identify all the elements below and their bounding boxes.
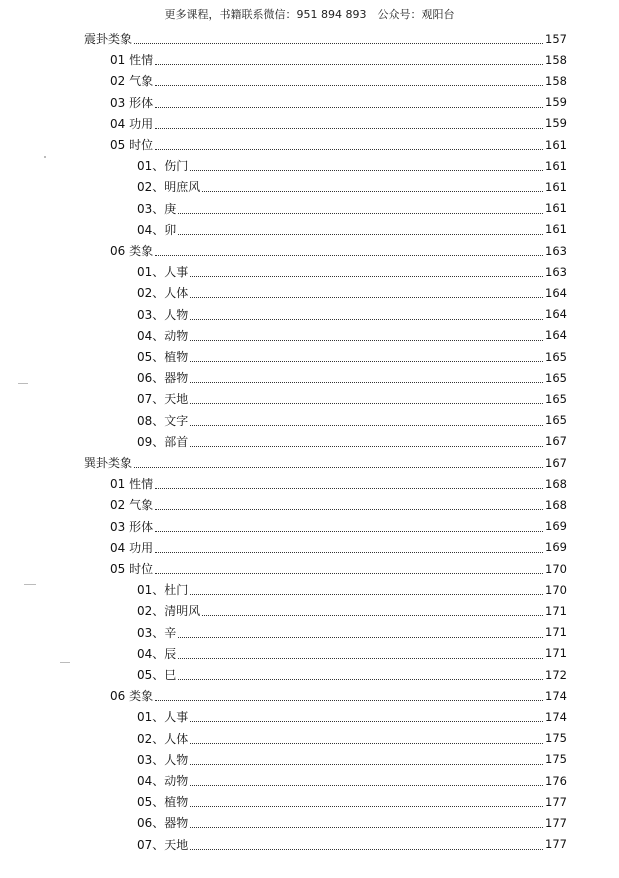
dot-leader: [190, 794, 543, 807]
dot-leader: [155, 73, 543, 86]
toc-entry-label: 04 功用: [110, 116, 154, 131]
toc-entry: [137, 643, 567, 664]
dot-leader: [155, 519, 543, 532]
toc-entry: [137, 431, 567, 452]
dot-leader: [155, 497, 543, 510]
dot-leader: [155, 137, 543, 150]
toc-entry-label: 02、清明风: [137, 604, 201, 619]
dot-leader: [190, 307, 543, 320]
toc-entry: [110, 113, 567, 134]
dot-leader: [190, 349, 543, 362]
dot-leader: [178, 222, 543, 235]
toc-entry: [110, 558, 567, 579]
dot-leader: [190, 773, 543, 786]
toc-entry-page: 161: [545, 158, 567, 173]
page-header: 更多课程，书籍联系微信：951 894 893 公众号：观阳台: [164, 8, 455, 21]
toc-entry: [137, 834, 567, 855]
toc-entry: [137, 367, 567, 388]
toc-entry-page: 161: [545, 179, 567, 194]
dot-leader: [155, 95, 543, 108]
toc-entry-label: 06、器物: [137, 371, 189, 386]
dot-leader: [190, 731, 543, 744]
dot-leader: [190, 413, 543, 426]
toc-entry-label: 02、人体: [137, 286, 189, 301]
toc-entry-label: 08、文字: [137, 413, 189, 428]
toc-entry-label: 03 形体: [110, 95, 154, 110]
toc-entry: [137, 622, 567, 643]
dot-leader: [202, 603, 543, 616]
toc-entry: [137, 219, 567, 240]
toc-entry-page: 157: [545, 31, 567, 46]
toc-entry-page: 174: [545, 709, 567, 724]
toc-entry-label: 04、动物: [137, 774, 189, 788]
toc-entry: [137, 749, 567, 770]
toc-entry-page: 163: [545, 264, 567, 279]
toc-entry-label: 05 时位: [110, 562, 154, 576]
toc-entry-page: 174: [545, 688, 567, 703]
toc-entry-label: 03、辛: [137, 625, 177, 640]
dot-leader: [155, 243, 543, 256]
toc-entry-page: 164: [545, 307, 567, 322]
toc-entry-label: 03、庚: [137, 201, 177, 216]
toc-entry-page: 167: [545, 434, 567, 449]
toc-entry-page: 168: [545, 497, 567, 512]
toc-entry-page: 159: [545, 95, 567, 110]
toc-entry-page: 171: [545, 603, 567, 618]
toc-entry-label: 05 时位: [110, 138, 154, 152]
dot-leader: [202, 179, 543, 192]
dot-leader: [155, 561, 543, 574]
toc-entry-page: 164: [545, 328, 567, 343]
toc-entry-page: 165: [545, 349, 567, 364]
dot-leader: [190, 582, 543, 595]
toc-entry-page: 177: [545, 837, 567, 852]
toc-entry-label: 01、人事: [137, 265, 189, 280]
toc-entry: [137, 155, 567, 176]
dot-leader: [134, 455, 543, 468]
toc-entry: [137, 304, 567, 325]
toc-entry: [137, 282, 567, 303]
toc-entry-page: 171: [545, 625, 567, 640]
toc-entry-page: 168: [545, 476, 567, 491]
toc-entry-label: 06 类象: [110, 244, 154, 258]
toc-entry-label: 03、人物: [137, 307, 189, 322]
toc-entry-label: 01、杜门: [137, 583, 189, 598]
dot-leader: [190, 264, 543, 277]
toc-entry-label: 04、动物: [137, 328, 189, 343]
toc-entry: [137, 728, 567, 749]
toc-entry-page: 175: [545, 731, 567, 746]
toc-entry: [110, 473, 567, 494]
toc-entry: [137, 579, 567, 600]
toc-entry-label: 07、天地: [137, 392, 189, 407]
dot-leader: [190, 391, 543, 404]
toc-entry: [110, 516, 567, 537]
toc-entry-page: 161: [545, 222, 567, 237]
dot-leader: [155, 540, 543, 553]
toc-entry: [110, 70, 567, 91]
toc-entry: [137, 706, 567, 727]
toc-entry-label: 06 类象: [110, 689, 154, 704]
toc-entry-page: 170: [545, 561, 567, 576]
toc-entry: [137, 261, 567, 282]
dot-leader: [190, 434, 543, 447]
toc-entry: [137, 198, 567, 219]
toc-entry-page: 172: [545, 667, 567, 682]
toc-entry-label: 03 形体: [110, 519, 154, 534]
toc-entry: [110, 92, 567, 113]
toc-entry: [84, 452, 567, 473]
toc-entry-page: 159: [545, 116, 567, 131]
toc-entry: [137, 388, 567, 409]
dot-leader: [178, 667, 543, 680]
dot-leader: [155, 116, 543, 129]
toc-entry: [110, 537, 567, 558]
toc-entry: [110, 134, 567, 155]
dot-leader: [190, 328, 543, 341]
toc-entry-page: 164: [545, 285, 567, 300]
toc-entry: [137, 410, 567, 431]
toc-entry-label: 02、明庶风: [137, 180, 201, 195]
toc-entry-page: 171: [545, 646, 567, 661]
dot-leader: [155, 476, 543, 489]
dot-leader: [190, 837, 543, 850]
scan-mark: [60, 662, 70, 663]
dot-leader: [190, 158, 543, 171]
toc-entry-label: 02 气象: [110, 74, 154, 89]
toc-entry-page: 169: [545, 540, 567, 555]
toc-entry-page: 167: [545, 455, 567, 470]
toc-entry-label: 05、巳: [137, 668, 177, 682]
toc-entry-label: 03、人物: [137, 752, 189, 767]
toc-entry-page: 158: [545, 52, 567, 67]
toc-entry-page: 177: [545, 815, 567, 830]
dot-leader: [178, 201, 543, 214]
toc-entry-page: 170: [545, 582, 567, 597]
scan-mark: [44, 156, 46, 158]
toc-entry-label: 07、天地: [137, 837, 189, 852]
toc-entry: [110, 494, 567, 515]
toc-entry: [137, 346, 567, 367]
dot-leader: [190, 752, 543, 765]
toc-entry-page: 177: [545, 794, 567, 809]
dot-leader: [190, 370, 543, 383]
toc-entry-page: 175: [545, 752, 567, 767]
dot-leader: [134, 31, 543, 44]
toc-entry-label: 01 性情: [110, 477, 154, 492]
toc-entry-page: 161: [545, 137, 567, 152]
toc-entry: [137, 770, 567, 791]
toc-entry-page: 158: [545, 73, 567, 88]
toc-entry-label: 02 气象: [110, 498, 154, 513]
dot-leader: [178, 646, 543, 659]
toc-entry-label: 01 性情: [110, 53, 154, 68]
toc-entry: [137, 600, 567, 621]
scan-mark: [24, 584, 36, 585]
toc-entry-page: 169: [545, 519, 567, 534]
dot-leader: [190, 709, 543, 722]
toc-entry-page: 161: [545, 201, 567, 216]
scan-mark: [18, 383, 28, 384]
toc-entry: [110, 240, 567, 261]
toc-entry-page: 165: [545, 413, 567, 428]
toc-entry-label: 巽卦类象: [84, 456, 133, 470]
toc-entry: [137, 664, 567, 685]
toc-entry: [137, 176, 567, 197]
toc-entry-label: 04、辰: [137, 646, 177, 661]
toc-entry-label: 震卦类象: [84, 32, 133, 46]
toc-entry: [137, 812, 567, 833]
toc-entry-label: 09、部首: [137, 434, 189, 449]
toc-entry-page: 165: [545, 370, 567, 385]
dot-leader: [155, 688, 543, 701]
toc-entry-label: 01、人事: [137, 710, 189, 725]
toc-entry-label: 05、植物: [137, 350, 189, 364]
dot-leader: [190, 815, 543, 828]
toc-entry: [84, 28, 567, 49]
dot-leader: [190, 285, 543, 298]
toc-entry-label: 05、植物: [137, 795, 189, 810]
toc-entry: [110, 49, 567, 70]
toc-entry-label: 04、卯: [137, 222, 177, 237]
toc-entry-label: 01、伤门: [137, 159, 189, 174]
toc-entry-page: 165: [545, 391, 567, 406]
toc-entry: [137, 791, 567, 812]
toc-entry-label: 06、器物: [137, 816, 189, 831]
dot-leader: [155, 52, 543, 65]
toc-entry: [137, 325, 567, 346]
toc-entry-page: 176: [545, 773, 567, 788]
dot-leader: [178, 625, 543, 638]
toc-entry-label: 04 功用: [110, 540, 154, 555]
toc-entry: [110, 685, 567, 706]
toc-entry-page: 163: [545, 243, 567, 258]
toc-entry-label: 02、人体: [137, 731, 189, 746]
